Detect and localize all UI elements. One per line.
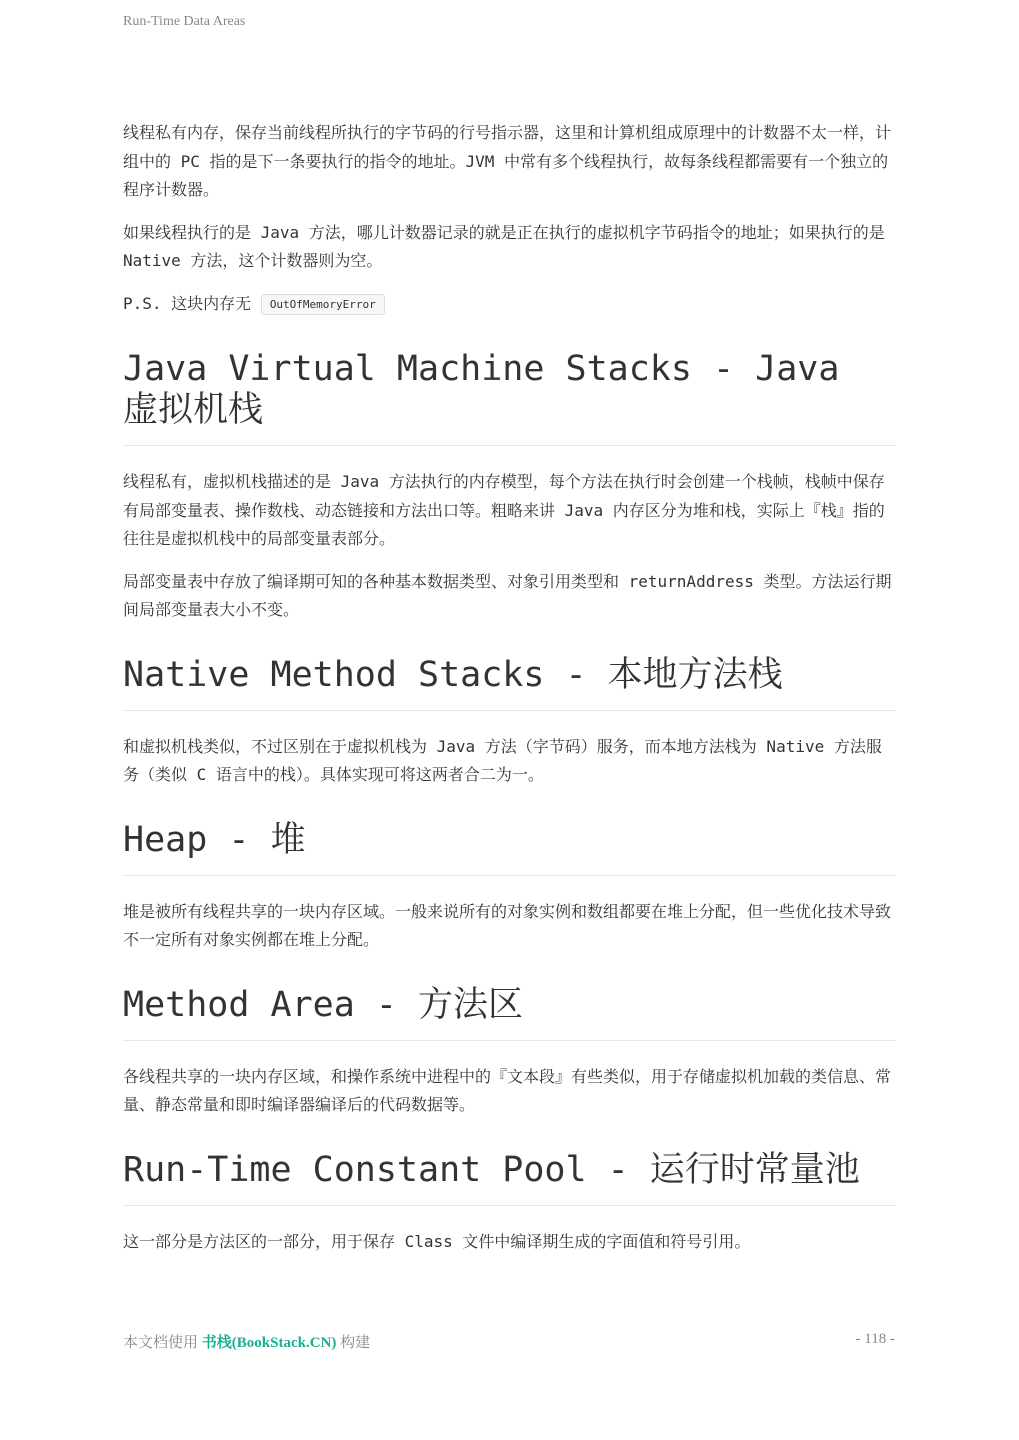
page-footer	[123, 1331, 895, 1352]
footer-prefix: 本文档使用	[123, 1335, 202, 1351]
pc-register-paragraph-1: 线程私有内存，保存当前线程所执行的字节码的行号指示器，这里和计算机组成原理中的计数器不太一样，计组中的 PC 指的是下一条要执行的指令的地址。JVM 中常有多个线程执行，故每条线程都需要有一个独立的程序计数器。	[123, 123, 892, 199]
native-stacks-paragraph-1: 和虚拟机栈类似，不过区别在于虚拟机栈为 Java 方法（字节码）服务，而本地方法栈为 Native 方法服务（类似 C 语言中的栈）。具体实现可将这两者合二为一。	[123, 736, 882, 784]
section-heap	[123, 820, 895, 955]
section-pc-register	[123, 119, 895, 319]
heading-jvm-stacks: Java Virtual Machine Stacks - Java 虚拟机栈	[123, 349, 895, 446]
constant-pool-paragraph-1: 这一部分是方法区的一部分，用于保存 Class 文件中编译期生成的字面值和符号引用。	[123, 1231, 751, 1251]
method-area-paragraph-1: 各线程共享的一块内存区域，和操作系统中进程中的『文本段』有些类似，用于存储虚拟机加载的类信息、常量、静态常量和即时编译器编译后的代码数据等。	[123, 1066, 892, 1114]
heading-constant-pool: Run-Time Constant Pool - 运行时常量池	[123, 1150, 895, 1206]
footer-suffix: 构建	[336, 1335, 371, 1351]
pc-register-paragraph-2: 如果线程执行的是 Java 方法，哪儿计数器记录的就是正在执行的虚拟机字节码指令的地址；如果执行的是 Native 方法，这个计数器则为空。	[123, 222, 885, 270]
running-header: Run-Time Data Areas	[123, 14, 246, 29]
page-number: - 118 -	[855, 1331, 895, 1347]
document-content	[123, 119, 895, 1270]
footer-credit	[123, 1331, 370, 1352]
section-constant-pool	[123, 1150, 895, 1257]
heading-heap: Heap - 堆	[123, 820, 895, 876]
ps-note-text: P.S. 这块内存无	[123, 293, 261, 313]
ps-note	[123, 290, 895, 320]
heading-native-stacks: Native Method Stacks - 本地方法栈	[123, 655, 895, 711]
section-jvm-stacks	[123, 349, 895, 625]
jvm-stacks-paragraph-1: 线程私有，虚拟机栈描述的是 Java 方法执行的内存模型，每个方法在执行时会创建一个栈帧，栈帧中保存有局部变量表、操作数栈、动态链接和方法出口等。粗略来讲 Java 内存区分为堆和栈，实际上『栈』指的往往是虚拟机栈中的局部变量表部分。	[123, 472, 885, 548]
heap-paragraph-1: 堆是被所有线程共享的一块内存区域。一般来说所有的对象实例和数组都要在堆上分配，但一些优化技术导致不一定所有对象实例都在堆上分配。	[123, 901, 892, 949]
bookstack-link[interactable]: 书栈(BookStack.CN)	[201, 1335, 337, 1351]
section-native-stacks	[123, 655, 895, 790]
jvm-stacks-paragraph-2: 局部变量表中存放了编译期可知的各种基本数据类型、对象引用类型和 returnAddress 类型。方法运行期间局部变量表大小不变。	[123, 571, 892, 619]
heading-method-area: Method Area - 方法区	[123, 985, 895, 1041]
section-method-area	[123, 985, 895, 1120]
out-of-memory-error-code: OutOfMemoryError	[261, 294, 385, 315]
